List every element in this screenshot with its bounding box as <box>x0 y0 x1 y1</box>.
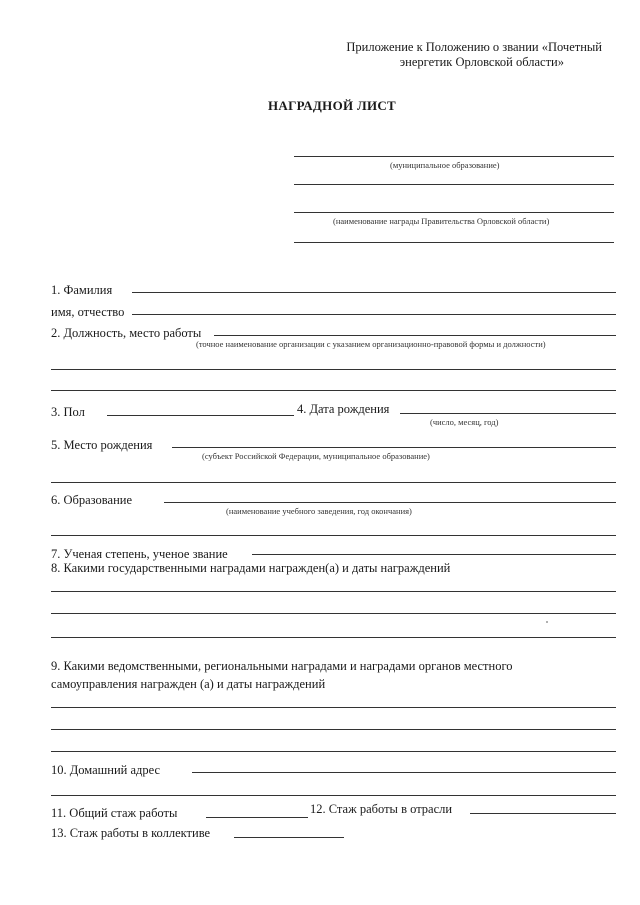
dept-awards-label-1: 9. Какими ведомственными, региональными наградами и наградами органов местного <box>51 659 513 673</box>
position-label: 2. Должность, место работы <box>51 326 202 340</box>
award-name-line[interactable] <box>294 212 614 213</box>
appendix-note-line2: энергетик Орловской области» <box>399 55 564 69</box>
position-line[interactable] <box>214 335 616 336</box>
birth-date-label: 4. Дата рождения <box>297 402 390 416</box>
total-experience-label: 11. Общий стаж работы <box>51 806 178 820</box>
total-experience-line[interactable] <box>206 817 308 818</box>
education-caption: (наименование учебного заведения, год окончания) <box>226 506 412 516</box>
dept-awards-label-2: самоуправления награжден (а) и даты награждений <box>51 677 326 691</box>
birth-place-line-2[interactable] <box>51 482 616 483</box>
position-line-3[interactable] <box>51 390 616 391</box>
birth-date-line[interactable] <box>400 413 616 414</box>
degree-label: 7. Ученая степень, ученое звание <box>51 547 228 561</box>
birth-place-caption: (субъект Российской Федерации, муниципальное образование) <box>202 451 430 461</box>
name-patronymic-label: имя, отчество <box>51 305 125 319</box>
team-experience-label: 13. Стаж работы в коллективе <box>51 826 211 840</box>
sex-line[interactable] <box>107 415 294 416</box>
sex-label: 3. Пол <box>51 405 85 419</box>
municipal-line[interactable] <box>294 156 614 157</box>
state-awards-line-1[interactable] <box>51 591 616 592</box>
position-line-2[interactable] <box>51 369 616 370</box>
appendix-note-line1: Приложение к Положению о звании «Почетный <box>346 40 602 54</box>
birth-place-line[interactable] <box>172 447 616 448</box>
state-awards-line-2[interactable] <box>51 613 616 614</box>
address-line-2[interactable] <box>51 795 616 796</box>
dept-awards-line-1[interactable] <box>51 707 616 708</box>
industry-experience-line[interactable] <box>470 813 616 814</box>
municipal-line-2[interactable] <box>294 184 614 185</box>
document-title: НАГРАДНОЙ ЛИСТ <box>268 98 397 113</box>
award-name-line-2[interactable] <box>294 242 614 243</box>
education-line[interactable] <box>164 502 616 503</box>
industry-experience-label: 12. Стаж работы в отрасли <box>310 802 453 816</box>
team-experience-line[interactable] <box>234 837 344 838</box>
surname-line[interactable] <box>132 292 616 293</box>
education-label: 6. Образование <box>51 493 133 507</box>
address-label: 10. Домашний адрес <box>51 763 161 777</box>
state-awards-label: 8. Какими государственными наградами награжден(а) и даты награждений <box>51 561 451 575</box>
state-awards-line-3[interactable] <box>51 637 616 638</box>
scan-speck <box>546 621 548 623</box>
dept-awards-line-3[interactable] <box>51 751 616 752</box>
address-line[interactable] <box>192 772 616 773</box>
position-caption: (точное наименование организации с указанием организационно-правовой формы и должности) <box>196 339 546 349</box>
birth-date-caption: (число, месяц, год) <box>430 417 499 427</box>
award-name-caption: (наименование награды Правительства Орловской области) <box>333 216 550 226</box>
appendix-note <box>346 40 602 70</box>
name-patronymic-line[interactable] <box>132 314 616 315</box>
degree-line[interactable] <box>252 554 616 555</box>
municipal-caption: (муниципальное образование) <box>390 160 500 170</box>
birth-place-label: 5. Место рождения <box>51 438 153 452</box>
surname-label: 1. Фамилия <box>51 283 113 297</box>
education-line-2[interactable] <box>51 535 616 536</box>
dept-awards-line-2[interactable] <box>51 729 616 730</box>
